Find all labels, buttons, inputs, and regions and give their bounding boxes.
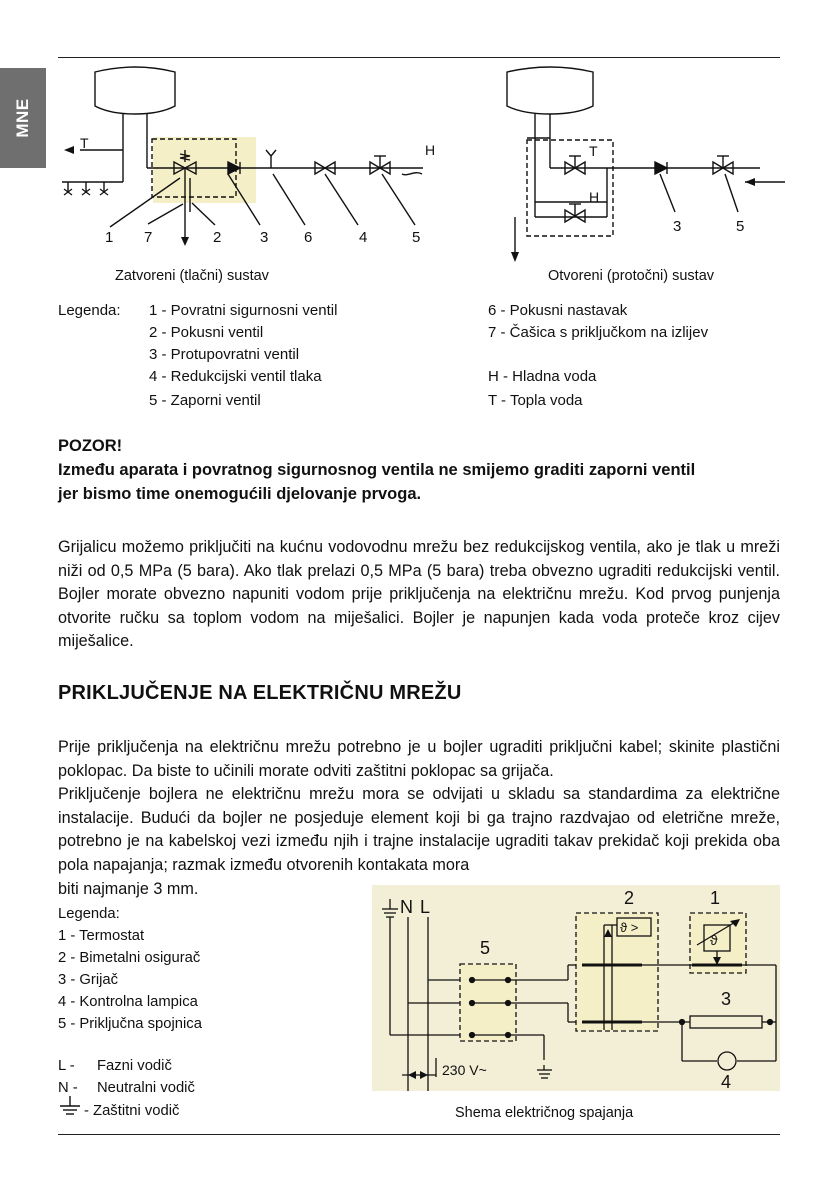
section-title: PRIKLJUČENJE NA ELEKTRIČNU MREŽU	[58, 682, 462, 704]
electric-legend-item: 5 - Priključna spojnica	[58, 1016, 202, 1032]
svg-text:ϑ: ϑ	[710, 932, 718, 948]
electric-legend-item: 1 - Termostat	[58, 928, 145, 944]
legend-item: 7 - Čašica s priključkom na izlijev	[488, 324, 709, 341]
closed-system-diagram	[50, 62, 450, 250]
label-H: H	[589, 189, 600, 205]
electric-legend-item: 2 - Bimetalni osigurač	[58, 950, 201, 966]
legend-item: 3 - Protupovratni ventil	[149, 346, 300, 363]
filling-paragraph: Grijalicu možemo priključiti na kućnu vodovodnu mrežu bez redukcijskog ventila, ako je tlak u mreži niži od 0,5 MPa (5 bara). Ako tlak prelazi 0,5 MPa (5 bara) treba obvezno ugraditi redukcijski ventil. Bojler morate obvezno napuniti vodom prije priključenja na električnu mrežu. Kod prvog punjenja otvorite ručku sa toplom vodom na miješalici. Bojler je napunjen kada voda proteče kroz cijev miješalice.	[58, 538, 780, 651]
valve-group-box	[527, 140, 613, 236]
label-3: 3	[673, 218, 682, 235]
check-valve	[655, 162, 667, 174]
legend-item: 4 - Redukcijski ventil tlaka	[149, 368, 322, 385]
conductor-key: L -	[58, 1058, 75, 1074]
top-rule	[58, 57, 780, 58]
closed-system-caption: Zatvoreni (tlačni) sustav	[115, 268, 269, 284]
electric-diagram-caption: Shema električnog spajanja	[455, 1105, 634, 1121]
label-5: 5	[412, 229, 421, 246]
label-7: 7	[144, 229, 153, 246]
electric-legend-item: 3 - Grijač	[58, 972, 119, 988]
number-4: 4	[721, 1072, 732, 1091]
warning-line: jer bismo time onemogućili djelovanje prvoga.	[58, 485, 422, 503]
cable-paragraph: Prije priključenja na električnu mrežu potrebno je u bojler ugraditi priključni kabel; skinite plastični poklopac. Da biste to učinili morate odviti zaštitni poklopac sa grijača.	[58, 738, 780, 780]
earth-text: - Zaštitni vodič	[84, 1103, 180, 1119]
label-H: H	[425, 142, 436, 158]
warning-title: POZOR!	[58, 437, 123, 455]
conductor-key: N -	[58, 1080, 78, 1096]
svg-text:ϑ >: ϑ >	[620, 920, 639, 935]
label-6: 6	[304, 229, 313, 246]
label-5: 5	[736, 218, 745, 235]
number-1: 1	[710, 888, 721, 908]
legend-item: T - Topla voda	[488, 392, 583, 409]
number-5: 5	[480, 938, 491, 958]
label-3: 3	[260, 229, 269, 246]
supply-N: N	[400, 897, 413, 917]
language-tab: MNE	[0, 68, 46, 168]
conductor-text: Neutralni vodič	[97, 1080, 195, 1096]
legend-label: Legenda:	[58, 302, 121, 319]
warning-line: Između aparata i povratnog sigurnosnog ventila ne smijemo graditi zaporni ventil	[58, 461, 696, 479]
label-T: T	[80, 135, 89, 151]
label-2: 2	[213, 229, 222, 246]
legend-item: 1 - Povratni sigurnosni ventil	[149, 302, 338, 319]
legend-item: 6 - Pokusni nastavak	[488, 302, 628, 319]
open-system-diagram	[495, 62, 795, 262]
electric-legend-label: Legenda:	[58, 906, 120, 922]
conductor-text: Fazni vodič	[97, 1058, 172, 1074]
label-4: 4	[359, 229, 368, 246]
label-1: 1	[105, 229, 114, 246]
voltage-label: 230 V~	[442, 1062, 487, 1078]
electric-legend-item: 4 - Kontrolna lampica	[58, 994, 198, 1010]
label-T: T	[589, 143, 598, 159]
number-3: 3	[721, 989, 732, 1009]
bottom-rule	[58, 1134, 780, 1135]
boiler-tank	[95, 67, 175, 114]
electric-diagram	[372, 885, 780, 1091]
supply-L: L	[420, 897, 431, 917]
standards-paragraph: Priključenje bojlera ne električnu mrežu mora se odvijati u skladu sa standardima za električne instalacije. Budući da bojler ne posjeduje element koji bi ga trajno razdvajao od eletrične mreže, potrebno je na kabelskoj vezi između njih i trajne instalacije ugraditi takav prekidač koji prekida oba pola napajanja; razmak između otvorenih kontakata mora	[58, 785, 780, 874]
boiler-tank	[507, 67, 593, 114]
number-2: 2	[624, 888, 635, 908]
legend-item: 5 - Zaporni ventil	[149, 392, 261, 409]
legend-item: H - Hladna voda	[488, 368, 597, 385]
open-system-caption: Otvoreni (protočni) sustav	[548, 268, 715, 284]
legend-item: 2 - Pokusni ventil	[149, 324, 264, 341]
earth-icon	[58, 1096, 82, 1118]
standards-paragraph-end: biti najmanje 3 mm.	[58, 880, 199, 898]
